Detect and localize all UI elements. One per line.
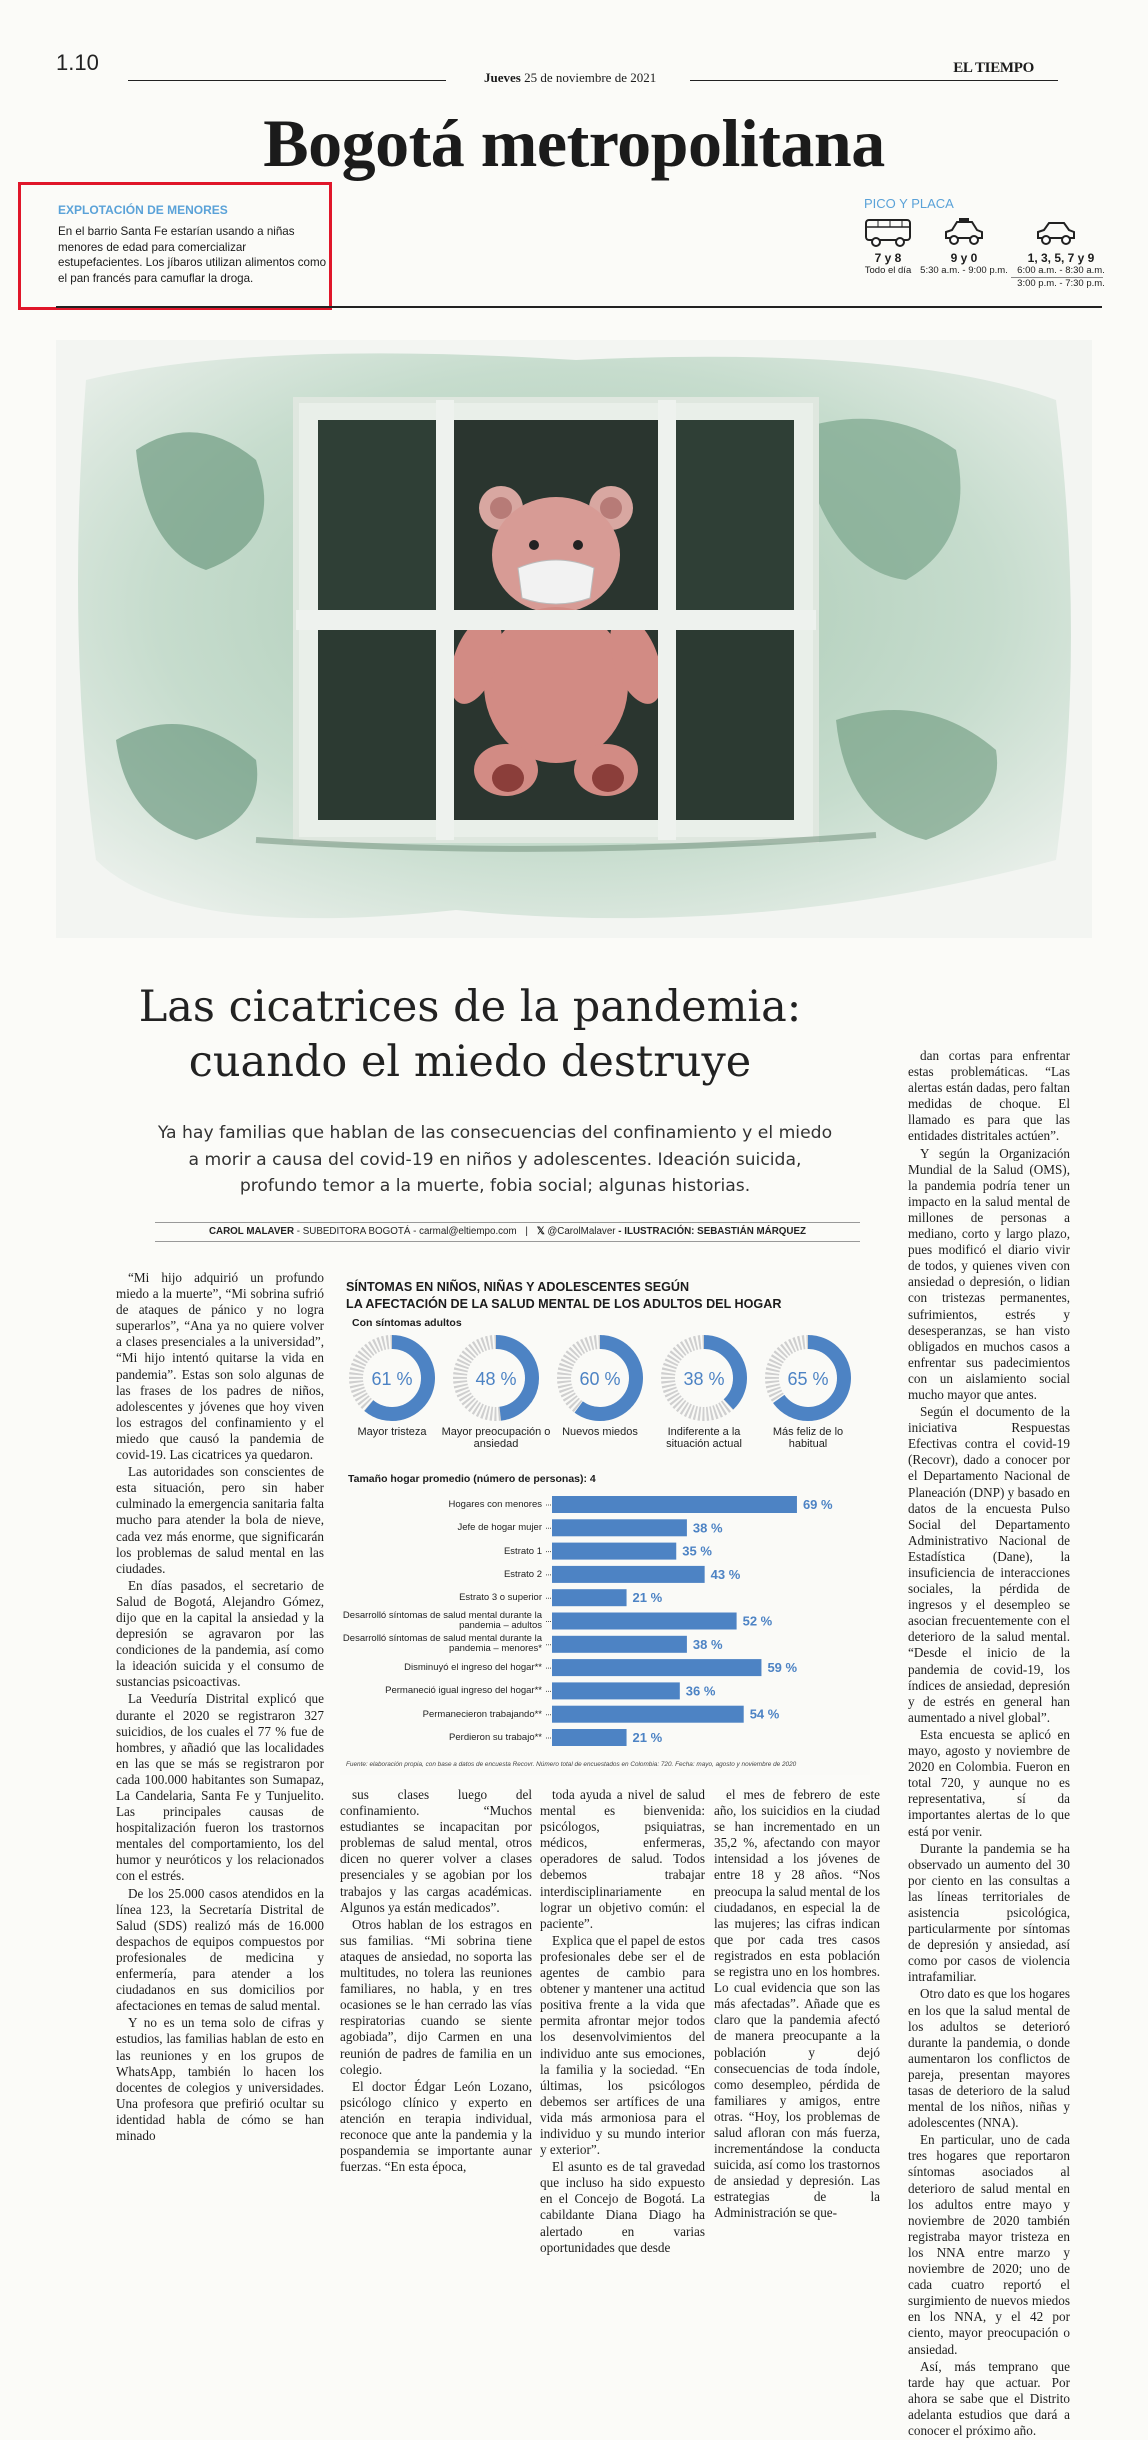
- bar: [552, 1636, 687, 1653]
- donut-category-label: Indiferente a la situación actual: [666, 1426, 742, 1450]
- paragraph: “Mi hijo adquirió un profundo miedo a la muerte”, “Mi sobrina sufrió de ataques de pánico y no logra superarlos”, “Ana ya no quiere volver a clases presenciales a la universidad”, “Mi hijo intentó quitarse la vida en pandemia”. Estas son solo algunas de las frases de los padres de niños, adolescentes y jóvenes que hoy viven los estragos del confinamiento y el miedo que causó la pandemia de covid-19. Las cicatrices ya quedaron.: [116, 1270, 324, 1463]
- byline-role: - SUBEDITORA BOGOTÁ - carmal@eltiempo.com: [294, 1226, 517, 1237]
- brand-logo: EL TIEMPO: [953, 60, 1034, 76]
- paragraph: el mes de febrero de este año, los suicidios en la ciudad se han incrementado en un 35,2 %, afectando con mayor intensidad a los jóvenes de entre 18 y 28 años. “Nos preocupa la salud mental de los ciudadanos, en especial la de las mujeres; las cifras indican que por cada tres casos registrados en esta población se registra uno en los hombres. Lo cual evidencia que son las más afectadas”. Añade que es claro que la pandemia afectó de manera preocupante a la población y dejó consecuencias de toda índole, como desempleo, pérdida de familiares y amigos, entre otras. “Hoy, los problemas de salud afloran con más fuerza, incrementándose la conducta suicida, así como los trastornos de ansiedad y depresión. Las estrategias de la Administración se que-: [714, 1787, 880, 2221]
- byline-rule-bottom: [155, 1241, 860, 1242]
- taxi-icon: [942, 216, 986, 254]
- donut-category-label: Mayor preocupación o ansiedad: [441, 1426, 551, 1450]
- paragraph: toda ayuda a nivel de salud mental es bienvenida: psicólogos, psiquiatras, médicos, enfermeras, operadores de salud. Todos debemos trabajar interdisciplinariamente en lograr un objetivo común: el paciente”.: [540, 1787, 705, 1931]
- donut-value-label: 60 %: [579, 1369, 621, 1389]
- headline-line-1: Las cicatrices de la pandemia:: [138, 982, 802, 1032]
- paragraph: En días pasados, el secretario de Salud de Bogotá, Alejandro Gómez, dijo que en la capital la ansiedad y la depresión se agravaron por las condiciones de la pandemia, así como la ideación suicida y el consumo de sustancias psicoactivas.: [116, 1577, 324, 1690]
- bar: [552, 1589, 627, 1606]
- bar: [552, 1566, 705, 1583]
- bar-category-label: Permaneció igual ingreso del hogar**: [385, 1685, 542, 1697]
- paragraph: Y no es un tema solo de cifras y estudios, las familias hablan de esto en las reuniones y en los grupos de WhatsApp, también lo hacen los docentes de colegios y universidades. Una profesora que prefirió ocultar su identidad habla de cómo se han minado: [116, 2015, 324, 2143]
- paragraph: Otro dato es que los hogares en los que la salud mental de los adultos se deterioró durante la pandemia, o donde aumentaron los conflictos de pareja, presentan mayores tasas de deterioro de la salud mental de los niños, niñas y adolescentes (NNA).: [908, 1986, 1070, 2131]
- paragraph: En particular, uno de cada tres hogares que reportaron síntomas asociados al deterioro de salud mental en los adultos entre mayo y noviembre de 2020 también registraba mayor tristeza en los NNA entre marzo y noviembre de 2020; uno de cada cuatro reportó el surgimiento de nuevos miedos en los NNA, y el 42 por ciento, mayor preocupación o ansiedad.: [908, 2132, 1070, 2357]
- bar-category-label: Disminuyó el ingreso del hogar**: [404, 1662, 542, 1674]
- byline-illustration: - ILUSTRACIÓN: SEBASTIÁN MÁRQUEZ: [615, 1226, 807, 1237]
- bar: [552, 1659, 761, 1676]
- infographic-title-2: LA AFECTACIÓN DE LA SALUD MENTAL DE LOS ADULTOS DEL HOGAR: [346, 1297, 782, 1311]
- car-plates: 1, 3, 5, 7 y 9: [1027, 251, 1095, 265]
- paragraph: Y según la Organización Mundial de la Salud (OMS), la pandemia podría tener un impacto en la salud mental de millones de personas a mediano, corto y largo plazo, pues modificó el diario vivir de todos, y quienes viven con ansiedad o depresión, o lidian con tristezas permanentes, sufrimientos, estrés y desesperanzas, se han visto obligados en muchos casos a enfrentar sus padecimientos con un aislamiento social mucho mayor que antes.: [908, 1145, 1070, 1402]
- bar-category-label: Estrato 2: [503, 1568, 542, 1580]
- bar-category-label: Perdieron su trabajo**: [449, 1732, 542, 1743]
- illustration-teddy-window: [56, 340, 1092, 938]
- taxi-schedule: 5:30 a.m. - 9:00 p.m.: [920, 265, 1008, 276]
- paragraph: Esta encuesta se aplicó en mayo, agosto y noviembre de 2020 en Colombia. Fueron en total 720, y aunque no es representativa, sí da importantes alertas de lo que está por venir.: [908, 1726, 1070, 1839]
- paragraph: Las autoridades son conscientes de esta situación, pero sin haber culminado la emergencia sanitaria falta mucho para atender la bola de nieve, cada vez más enorme, que significarán los problemas de salud mental en las ciudades.: [116, 1464, 324, 1576]
- paragraph: El asunto es de tal gravedad que incluso ha sido expuesto en el Concejo de Bogotá. La cabildante Diana Diago ha alertado en varias oportunidades que desde: [540, 2159, 705, 2255]
- bar-value-label: 54 %: [749, 1706, 780, 1722]
- bar: [552, 1613, 737, 1630]
- bar-category-label: Estrato 1: [503, 1545, 542, 1557]
- bar-value-label: 21 %: [632, 1590, 663, 1606]
- headline-line-2: cuando el miedo destruye: [188, 1037, 752, 1087]
- bars-subtitle: Tamaño hogar promedio (número de personas): 4: [348, 1473, 596, 1485]
- paragraph: La Veeduría Distrital explicó que durante el 2020 se registraron 327 suicidios, de los cuales el 77 % fue de hombres, y añadió que las localidades en las que se más se registraron por cada 100.000 habitantes son Sumapaz, La Candelaria, Santa Fe y Tunjuelito. Las principales causas de hospitalización fueron los trastornos mentales del comportamiento, los del humor y neuróticos y los relacionados con el estrés.: [116, 1691, 324, 1884]
- byline-author: CAROL MALAVER: [208, 1226, 295, 1237]
- header-rule-left: [128, 80, 446, 81]
- paragraph: De los 25.000 casos atendidos en la línea 123, la Secretaría Distrital de Salud (SDS) realizó más de 16.000 despachos de equipos compuestos por profesionales de medicina y enfermería, para atender a los ciudadanos en sus domicilios por afectaciones en temas de salud mental.: [116, 1885, 324, 2014]
- infographic-title-1: SÍNTOMAS EN NIÑOS, NIÑAS Y ADOLESCENTES SEGÚN: [346, 1280, 690, 1294]
- car-schedule: 6:00 a.m. - 8:30 a.m.: [1017, 265, 1105, 276]
- paragraph: Según el documento de la iniciativa Respuestas Efectivas contra el covid-19 (Recovr), dado a conocer por el Departamento Nacional de Planeación (DNP) y basado en datos de la encuesta Pulso Social del Departamento Administrativo Nacional de Estadística (Dane), la insuficiencia de interacciones sociales, la pérdida de ingresos y el desempleo se asocian frecuentemente con el deterioro de la salud mental. “Desde el inicio de la pandemia de covid-19, los índices de ansiedad, depresión y de estrés en general han aumentado a nivel global”.: [908, 1404, 1070, 1725]
- bar-value-label: 59 %: [767, 1660, 798, 1676]
- bar-value-label: 35 %: [682, 1543, 712, 1559]
- bar: [552, 1729, 627, 1746]
- bar-value-label: 69 %: [802, 1497, 833, 1512]
- article-headline: [70, 980, 870, 1090]
- infographic-source: Fuente: elaboración propia, con base a datos de encuesta Recovr. Número total de encuestados en Colombia: 720. Fecha: mayo, agosto y noviembre de 2020: [346, 1761, 797, 1768]
- bus-icon: [864, 216, 914, 254]
- taxi-plates: 9 y 0: [950, 251, 978, 265]
- bar: [552, 1706, 744, 1723]
- header-rule-right: [690, 80, 1058, 81]
- bus-plates: 7 y 8: [874, 251, 902, 265]
- bus-schedule: Todo el día: [864, 265, 912, 276]
- page-number: 1.10: [56, 50, 99, 75]
- paragraph: dan cortas para enfrentar estas problemáticas. “Las alertas están dadas, pero faltan medidas de choque. El llamado es para que las entidades distritales actúen”.: [908, 1048, 1070, 1144]
- donut-subtitle: Con síntomas adultos: [352, 1317, 462, 1329]
- paragraph: Durante la pandemia se ha observado un aumento del 30 por ciento en las consultas a las líneas territoriales de asistencia psicológica, particularmente por síntomas de depresión y ansiedad, así como por casos de violencia intrafamiliar.: [908, 1840, 1070, 1985]
- bar-category-label: Estrato 3 o superior: [459, 1592, 542, 1604]
- bar-category-label: Desarrolló síntomas de salud mental durante la pandemia – adultos: [342, 1609, 542, 1631]
- page-date: [484, 70, 656, 86]
- bar-value-label: 36 %: [685, 1683, 716, 1699]
- donut-value-label: 65 %: [787, 1369, 829, 1389]
- article-column-2: [340, 1787, 532, 2176]
- paragraph: Explica que el papel de estos profesionales debe ser el de agentes de cambio para obtener y mantener una actitud positiva frente a la vida que permita afrontar mejor todos los desenvolvimientos del individuo ante sus emociones, la familia y la sociedad. “En últimas, los psicólogos debemos ser artífices de una vida más armoniosa para el individuo y su mundo interior y exterior”.: [540, 1932, 705, 2158]
- bar: [552, 1519, 687, 1536]
- donut-value-label: 61 %: [371, 1369, 413, 1389]
- donut-value-label: 48 %: [475, 1369, 517, 1389]
- paragraph: sus clases luego del confinamiento. “Muchos estudiantes se incapacitan por problemas de salud mental, otros dicen no querer volver a clases presenciales y se agobian por los trabajos y las cargas académicas. Algunos ya están medicados”.: [340, 1787, 532, 1915]
- date-day: Jueves: [484, 70, 521, 85]
- byline-rule-top: [155, 1222, 860, 1223]
- article-deck: Ya hay familias que hablan de las consecuencias del confinamiento y el miedo a morir a causa del covid-19 en niños y adolescentes. Ideación suicida, profundo temor a la muerte, fobia social; algunas historias.: [157, 1123, 833, 1196]
- teaser-kicker: EXPLOTACIÓN DE MENORES: [58, 203, 228, 217]
- car-icon: [1034, 216, 1078, 254]
- article-column-4: [714, 1787, 880, 2223]
- bar-category-label: Desarrolló síntomas de salud mental durante la pandemia – menores*: [342, 1632, 542, 1654]
- bar-value-label: 43 %: [710, 1566, 741, 1582]
- teaser-text: En el barrio Santa Fe estarían usando a niñas menores de edad para comercializar estupefacientes. Los jíbaros utilizan alimentos como el pan francés para camuflar la droga.: [58, 225, 327, 285]
- pico-placa-title: PICO Y PLACA: [864, 196, 954, 211]
- twitter-icon: 𝕏: [536, 1226, 545, 1237]
- byline-divider: |: [525, 1226, 528, 1237]
- date-rest: 25 de noviembre de 2021: [524, 70, 657, 85]
- bar-category-label: Hogares con menores: [448, 1499, 542, 1510]
- paragraph: Otros hablan de los estragos en sus familias. “Mi sobrina tiene ataques de ansiedad, no soporta las multitudes, no tolera las reuniones familiares, no habla, y en tres ocasiones se le han cerrado las vías respiratorias cuando se siente agobiada”, dijo Carmen en una reunión de padres de familia en un colegio.: [340, 1916, 532, 2077]
- car-schedule-2: 3:00 p.m. - 7:30 p.m.: [1017, 278, 1105, 289]
- donut-category-label: Mayor tristeza: [357, 1426, 427, 1438]
- bar-value-label: 38 %: [692, 1636, 723, 1652]
- article-column-3: [540, 1787, 705, 2257]
- byline: [155, 1226, 860, 1237]
- bar-category-label: Jefe de hogar mujer: [457, 1522, 542, 1534]
- infographic: [340, 1270, 870, 1775]
- bar-category-label: Permanecieron trabajando**: [422, 1708, 542, 1720]
- donut-value-label: 38 %: [683, 1369, 725, 1389]
- article-column-5: [908, 1048, 1070, 2440]
- bar: [552, 1682, 680, 1699]
- bar: [552, 1496, 797, 1513]
- header-bottom-rule: [56, 306, 1102, 308]
- paragraph: Así, más temprano que tarde hay que actuar. Por ahora se sabe que el Distrito adelanta estudios que dará a conocer el próximo año.: [908, 2358, 1070, 2438]
- donut-category-label: Nuevos miedos: [562, 1426, 638, 1438]
- article-column-1: [116, 1270, 324, 2145]
- bar-value-label: 21 %: [632, 1730, 663, 1745]
- donut-category-label: Más feliz de lo habitual: [772, 1426, 844, 1450]
- bar-value-label: 38 %: [692, 1520, 723, 1536]
- paragraph: El doctor Édgar León Lozano, psicólogo clínico y experto en atención en terapia individual, reconoce que ante la pandemia y la pospandemia se importante aunar fuerzas. “En esta época,: [340, 2078, 532, 2175]
- byline-handle[interactable]: @CarolMalaver: [547, 1226, 616, 1237]
- bar: [552, 1543, 676, 1560]
- bar-value-label: 52 %: [742, 1613, 773, 1629]
- section-title: Bogotá metropolitana: [263, 105, 885, 181]
